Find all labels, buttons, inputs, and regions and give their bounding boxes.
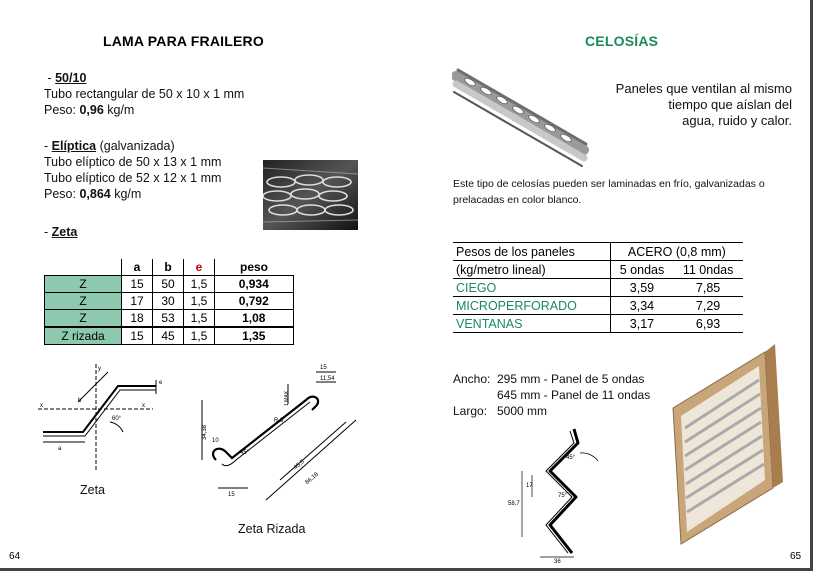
zeta-row-b: 30 [153,293,184,310]
intro-line2: tiempo que aíslan del [668,97,792,112]
ancho-value-2: 645 mm - Panel de 11 ondas [497,388,651,402]
table-row [453,315,743,333]
wave-label-36: 36 [554,559,561,565]
zeta-row-e: 1,5 [184,310,215,328]
ancho-label: Ancho: [453,372,491,386]
s2-peso-value: 0,864 [79,187,111,201]
peso-row-v1: 3,34 [610,297,673,315]
zeta-fig-label-y: y [98,366,101,372]
zr-label-r: R 3 [274,418,284,424]
zr-label-86-18: 86,18 [304,471,320,486]
section-eliptica: - Elíptica (galvanizada) Tubo elíptico de 50 x 13 x 1 mm Tubo elíptico de 52 x 12 x 1 mm Peso: 0,864 kg/m [44,139,222,201]
zeta-row-peso: 0,792 [215,293,294,310]
zeta-row-b: 45 [153,327,184,345]
celosias-intro [580,81,792,129]
zeta-fig-label-x: x [40,403,43,409]
zeta-row-a: 17 [122,293,153,310]
peso-row-v2: 7,29 [673,297,743,315]
zeta-header-e: e [184,259,215,276]
s2-line2: Tubo elíptico de 52 x 12 x 1 mm [44,171,222,185]
zeta-header-blank [45,259,122,276]
zeta-row-peso: 0,934 [215,276,294,293]
zeta-row-name: Z [45,293,122,310]
zeta-fig-label-angle: 60° [112,416,122,422]
zeta-fig-label-x2: x [142,403,145,409]
elliptical-tubes-photo [263,160,358,230]
largo-value: 5000 mm [497,404,548,418]
zr-label-max: 1 MAX. [284,389,290,406]
zr-label-45-5: 45,5 [292,459,306,472]
peso-row-v1: 3,17 [610,315,673,333]
table-row [453,279,743,297]
zr-label-10: 10 [212,438,219,444]
s2-heading: Elíptica [51,139,97,153]
right-page-number: 65 [790,551,802,562]
desc-line2: prelacadas en color blanco. [453,194,582,206]
zeta-header-b: b [153,259,184,276]
zeta-row-b: 53 [153,310,184,328]
intro-line3: agua, ruido y calor. [682,113,792,128]
zeta-row-name: Z [45,276,122,293]
zeta-header-peso: peso [215,259,294,276]
right-page-title: CELOSÍAS [585,33,659,49]
zeta-rizada-caption: Zeta Rizada [238,522,306,536]
peso-h1-left: Pesos de los paneles [453,243,610,261]
zeta-table-header [45,259,294,276]
peso-row-v2: 6,93 [673,315,743,333]
s1-peso-value: 0,96 [79,103,104,117]
zeta-profile-drawing [38,362,168,472]
s1-peso-label: Peso: [44,103,80,117]
zeta-table [44,259,294,345]
s2-peso-label: Peso: [44,187,80,201]
zeta-fig-label-e: e [159,380,163,386]
zeta-fig-label-a: a [58,446,62,452]
peso-h1-right: ACERO (0,8 mm) [610,243,743,261]
celosia-panel-photo [665,338,797,548]
zeta-rizada-drawing [196,360,361,512]
section-50-10: - 50/10 Tubo rectangular de 50 x 10 x 1 mm Peso: 0,96 kg/m [44,71,245,117]
zr-label-15: 15 [320,365,327,371]
s1-peso-unit: kg/m [103,103,135,117]
s1-heading: 50/10 [55,71,87,85]
dimensions-block [453,371,650,419]
s3-heading: Zeta [51,225,78,239]
zeta-row-peso: 1,35 [215,327,294,345]
wave-label-angle2: 75° [558,493,568,499]
desc-line1: Este tipo de celosías pueden ser laminadas en frío, galvanizadas o [453,178,765,190]
table-row [45,327,294,345]
peso-h2-left: (kg/metro lineal) [453,261,610,279]
zr-label-width: 15 [228,492,235,498]
celosia-profile-photo [452,62,592,167]
zeta-caption: Zeta [80,483,106,497]
s2-line1: Tubo elíptico de 50 x 13 x 1 mm [44,155,222,169]
ancho-value-1: 295 mm - Panel de 5 ondas [497,372,645,386]
zeta-row-a: 18 [122,310,153,328]
table-row [45,276,294,293]
intro-line1: Paneles que ventilan al mismo [615,81,792,96]
peso-h2-c1: 5 ondas [610,261,673,279]
s2-heading-suffix: (galvanizada) [96,139,175,153]
wave-label-angle1: 45° [566,455,576,461]
celosias-description [453,176,765,208]
peso-row-name: VENTANAS [453,315,610,333]
left-page-title: LAMA PARA FRAILERO [103,33,264,49]
zeta-row-e: 1,5 [184,276,215,293]
table-row [45,293,294,310]
peso-row-v2: 7,85 [673,279,743,297]
zr-label-11-54: 11,54 [320,376,335,382]
zeta-row-e: 1,5 [184,293,215,310]
s1-line1: Tubo rectangular de 50 x 10 x 1 mm [44,87,245,101]
zeta-header-a: a [122,259,153,276]
peso-header-row-2 [453,261,743,279]
peso-paneles-table [453,242,743,333]
table-row [453,297,743,315]
s2-peso-unit: kg/m [110,187,142,201]
zeta-row-name: Z [45,310,122,328]
section-zeta: - Zeta [44,225,78,239]
zeta-fig-label-b: b [78,398,82,404]
zeta-row-e: 1,5 [184,327,215,345]
zeta-row-name: Z rizada [45,327,122,345]
celosia-wave-profile-drawing [500,425,620,565]
wave-label-17: 17 [526,483,533,489]
wave-label-58-7: 58,7 [508,501,520,507]
zr-label-angle: 45° [240,450,250,456]
zeta-row-a: 15 [122,276,153,293]
zeta-row-peso: 1,08 [215,310,294,328]
largo-label: Largo: [453,404,488,418]
peso-row-name: MICROPERFORADO [453,297,610,315]
zr-label-height: 34,38 [202,424,208,440]
table-row [45,310,294,328]
zeta-row-b: 50 [153,276,184,293]
peso-row-name: CIEGO [453,279,610,297]
zeta-row-a: 15 [122,327,153,345]
peso-header-row-1 [453,243,743,261]
left-page-number: 64 [9,551,21,562]
peso-h2-c2: 11 0ndas [673,261,743,279]
peso-row-v1: 3,59 [610,279,673,297]
